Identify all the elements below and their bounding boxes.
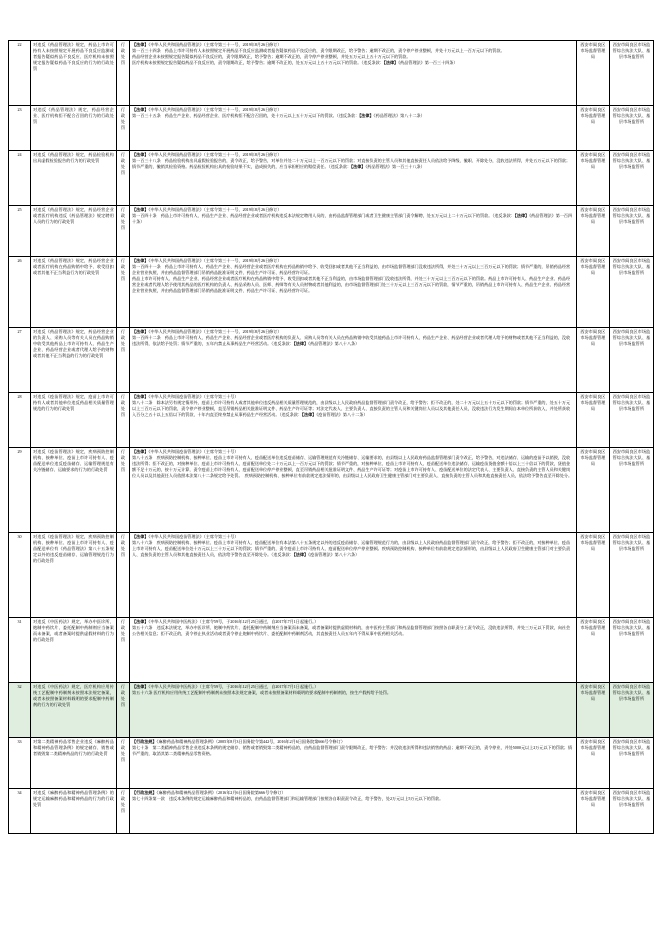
table-row — [9, 41, 654, 106]
row-index-cell: 23 — [9, 106, 31, 151]
implementing-authority-cell: 西安市阎良区市场监督管理局 — [576, 328, 609, 393]
row-index-cell: 29 — [9, 448, 31, 533]
penalty-item-cell: 对违反《中医药法》规定，举办中医诊所、炮制中药饮片、委托配制中药制剂应当备案而未备案，或者备案时提供虚假材料的行为的行政处罚 — [31, 618, 117, 683]
implementing-unit-cell: 西安市阎良区市场监管综合执法大队、基层市场监管所 — [609, 533, 653, 618]
row-index-cell: 22 — [9, 41, 31, 106]
legal-basis-cell: 【法律】《中华人民共和国药品管理法》（主席令第三十一号，2019年8月26日修订） 第一百三十四条 药品上市许可持有人未按照规定开展药品不良反应监测或者报告疑似药品不良反应的，责令限期改正，给予警告；逾期不改正的，责令停产停业整顿，并处十万元以上一百万元以下的罚款。 药品经营企业未按照规定报告疑似药品不良反应的，责令限期改正，给予警告；逾期不改正的，责令停产停业整顿，并处五万元以上五十万元以下的罚款。 医疗机构未按照规定报告疑似药品不良反应的，责令限期改正，给予警告；逾期不改正的，处五万元以上五十万元以下的罚款。（违反条款：【法律】《药品管理法》第一百三十四条） — [130, 41, 577, 106]
penalty-item-cell: 对违反《药品管理法》规定，药品经营企业的负责人、采购人员等有关人员在药品购销中收受其他药品上市许可持有人、药品生产企业、药品经营企业或者代理人给予的财物或者其他不正当利益的行为的行政处罚 — [31, 328, 117, 393]
legal-basis-cell: 【法律】《中华人民共和国疫苗管理法》（主席令第三十号） 第八十五条 疾病预防控制机构、接种单位、疫苗上市许可持有人、疫苗配送单位违反疫苗储存、运输管理规范有关冷链储存、运输要求的，由县级以上人民政府药品监督管理部门责令改正，给予警告，对违法储存、运输的疫苗予以销毁，没收违法所得；拒不改正的，对接种单位、疫苗上市许可持有人、疫苗配送单位处二十万元以上一百万元以下的罚款；情节严重的，对接种单位、疫苗上市许可持有人、疫苗配送单位违法储存、运输疫苗货值金额十倍以上三十倍以下的罚款，货值金额不足十万元的，按十万元计算，责令疫苗上市许可持有人、疫苗配送单位停产停业整顿，直至吊销药品相关批准证明文件、药品生产许可证等；对疫苗上市许可持有人、疫苗配送单位的法定代表人、主要负责人、直接负责的主管人员和关键岗位人员以及其他责任人员依照本法第八十二条规定给予处罚。 疾病预防控制机构、接种单位有前款规定违法情形的，由县级以上人民政府卫生健康主管部门对主要负责人、直接负责的主管人员和其他直接责任人员，依法给予警告直至开除处分。 — [130, 448, 577, 533]
penalty-type-cell: 行 政 处 罚 — [116, 683, 129, 738]
implementing-unit-cell: 西安市阎良区市场监管综合执法大队、基层市场监管所 — [609, 393, 653, 448]
implementing-authority-cell: 西安市阎良区市场监督管理局 — [576, 257, 609, 328]
implementing-authority-cell: 西安市阎良区市场监督管理局 — [576, 738, 609, 789]
implementing-unit-cell: 西安市阎良区市场监管综合执法大队、基层市场监管所 — [609, 738, 653, 789]
penalty-type-cell: 行 政 处 罚 — [116, 151, 129, 206]
row-index-cell: 32 — [9, 683, 31, 738]
implementing-authority-cell: 西安市阎良区市场监督管理局 — [576, 789, 609, 834]
penalty-type-cell: 行 政 处 罚 — [116, 41, 129, 106]
penalty-item-cell: 对违反《疫苗管理法》规定，疾病预防控制机构、接种单位、疫苗上市许可持有人、疫苗配送单位有《药品管理法》第八十五条规定以外的违反疫苗储存、运输管理规范行为的行政处罚 — [31, 533, 117, 618]
legal-basis-cell: 【法律】《中华人民共和国中医药法》（主席令59号，于2016年12月25日通过，自2017年7月1日起施行。） 第五十六条 医疗机构应用传统工艺配制中药制剂未按照本法规定备案，或者未按照备案材料载明的要求配制中药制剂的，按生产假药给予处罚。 — [130, 683, 577, 738]
implementing-unit-cell: 西安市阎良区市场监管综合执法大队、基层市场监管所 — [609, 41, 653, 106]
table-row — [9, 106, 654, 151]
legal-basis-cell: 【法律】《中华人民共和国疫苗管理法》（主席令第三十号） 第八十二条 除本法另有规定情形外，疫苗上市许可持有人或者其他单位违反药品相关质量管理规范的，由县级以上人民政府药品监督管理部门责令改正，给予警告；拒不改正的，处二十万元以上五十万元以下的罚款；情节严重的，处五十万元以上三百万元以下的罚款，责令停产停业整顿，直至吊销药品相关批准证明文件、药品生产许可证等；对法定代表人、主要负责人、直接负责的主管人员和关键岗位人员以及其他责任人员，没收违法行为发生期间自本单位所获收入，并处所获收入百分之五十以上五倍以下的罚款，十年内直至终身禁止从事药品生产经营活动。（违反条款：【法律】《疫苗管理法》第八十二条） — [130, 393, 577, 448]
implementing-unit-cell: 西安市阎良区市场监管综合执法大队、基层市场监管所 — [609, 206, 653, 257]
implementing-authority-cell: 西安市阎良区市场监督管理局 — [576, 448, 609, 533]
implementing-unit-cell: 西安市阎良区市场监管综合执法大队、基层市场监管所 — [609, 683, 653, 738]
row-index-cell: 34 — [9, 789, 31, 834]
penalty-type-cell: 行 政 处 罚 — [116, 257, 129, 328]
implementing-unit-cell: 西安市阎良区市场监管综合执法大队、基层市场监管所 — [609, 151, 653, 206]
penalty-item-cell: 对违反《疫苗管理法》规定，疫苗上市许可持有人或者其他单位违反药品相关质量管理规范的行为的行政处罚 — [31, 393, 117, 448]
table-row — [9, 618, 654, 683]
implementing-authority-cell: 西安市阎良区市场监督管理局 — [576, 683, 609, 738]
penalty-type-cell: 行 政 处 罚 — [116, 393, 129, 448]
table-body — [9, 41, 654, 834]
row-index-cell: 26 — [9, 257, 31, 328]
legal-basis-cell: 【法律】《中华人民共和国疫苗管理法》（主席令第三十号） 第八十六条 疾病预防控制机构、接种单位、疫苗上市许可持有人、疫苗配送单位有本法第八十五条规定以外的违反疫苗储存、运输管理规范行为的，由县级以上人民政府药品监督管理部门责令改正，给予警告；拒不改正的，对接种单位、疫苗上市许可持有人、疫苗配送单位处十万元以上三十万元以下的罚款；情节严重的，责令疫苗上市许可持有人、疫苗配送单位停产停业整顿。疾病预防控制机构、接种单位有前款规定违法情形的，由县级以上人民政府卫生健康主管部门对主要负责人、直接负责的主管人员和其他直接责任人员，依法给予警告直至开除处分。（违反条款：【法律】《疫苗管理法》第八十六条） — [130, 533, 577, 618]
legal-basis-cell: 【法律】《中华人民共和国药品管理法》（主席令第三十一号，2019年8月26日修订） 第一百四十条 药品上市许可持有人、药品生产企业、药品经营企业或者医疗机构违反本法规定聘用人员的，由药品监督管理部门或者卫生健康主管部门责令解聘，处五万元以上二十万元以下的罚款。（违反条款：【法律】《药品管理法》第一百四十条） — [130, 206, 577, 257]
row-index-cell: 25 — [9, 206, 31, 257]
implementing-unit-cell: 西安市阎良区市场监管综合执法大队、基层市场监管所 — [609, 106, 653, 151]
penalty-item-cell: 对第二类精神药品零售企业违反《麻醉药品和精神药品管理条例》的规定储存、销售或者销毁第二类精神药品的行为的行政处罚 — [31, 738, 117, 789]
row-index-cell: 27 — [9, 328, 31, 393]
table-row — [9, 533, 654, 618]
implementing-authority-cell: 西安市阎良区市场监督管理局 — [576, 206, 609, 257]
implementing-authority-cell: 西安市阎良区市场监督管理局 — [576, 106, 609, 151]
penalty-type-cell: 行 政 处 罚 — [116, 533, 129, 618]
implementing-unit-cell: 西安市阎良区市场监管综合执法大队、基层市场监管所 — [609, 789, 653, 834]
table-row — [9, 393, 654, 448]
legal-basis-cell: 【法律】《中华人民共和国药品管理法》（主席令第三十一号，2019年8月26日修订） 第一百四十二条 药品上市许可持有人、药品生产企业、药品经营企业或者医疗机构的负责人、采购人员等有关人员在药品购销中收受其他药品上市许可持有人、药品生产企业、药品经营企业或者代理人给予的财物或者其他不正当利益的，没收违法所得，依法给予处罚；情节严重的，五年内禁止从事药品生产经营活动。（违反条款：【法律】《药品管理法》第八十八条） — [130, 328, 577, 393]
penalty-type-cell: 行 政 处 罚 — [116, 789, 129, 834]
administrative-penalty-table — [8, 40, 654, 834]
row-index-cell: 33 — [9, 738, 31, 789]
table-row — [9, 151, 654, 206]
row-index-cell: 31 — [9, 618, 31, 683]
table-row — [9, 206, 654, 257]
legal-basis-cell: 【法律】《中华人民共和国药品管理法》（主席令第三十一号，2019年8月26日修订） 第一百三十五条 药品生产企业、药品经营企业、医疗机构拒不配合召回的，处十万元以上五十万元以下的罚款。（违反条款：【法律】《药品管理法》第八十二条） — [130, 106, 577, 151]
row-index-cell: 24 — [9, 151, 31, 206]
implementing-unit-cell: 西安市阎良区市场监管综合执法大队、基层市场监管所 — [609, 328, 653, 393]
table-row — [9, 789, 654, 834]
penalty-type-cell: 行 政 处 罚 — [116, 206, 129, 257]
table-row — [9, 738, 654, 789]
implementing-unit-cell: 西安市阎良区市场监管综合执法大队、基层市场监管所 — [609, 618, 653, 683]
implementing-unit-cell: 西安市阎良区市场监管综合执法大队、基层市场监管所 — [609, 257, 653, 328]
implementing-unit-cell: 西安市阎良区市场监管综合执法大队、基层市场监管所 — [609, 448, 653, 533]
penalty-type-cell: 行 政 处 罚 — [116, 738, 129, 789]
penalty-type-cell: 行 政 处 罚 — [116, 448, 129, 533]
legal-basis-cell: 【行政法规】《麻醉药品和精神药品管理条例》（2005年8月3日国务院令第442号，2016年2月6日国务院第666号令修订） 第七十条 第二类精神药品零售企业违反本条例的规定储存、销售或者销毁第二类精神药品的，由药品监督管理部门责令限期改正，给予警告；并没收违法所得和违法销售的药品；逾期不改正的，责令停业，并处5000元以上2万元以下的罚款；情节严重的，取消其第二类精神药品零售资格。 — [130, 738, 577, 789]
penalty-item-cell: 对违反《麻醉药品和精神药品管理条例》的规定运输麻醉药品和精神药品的行为的行政处罚 — [31, 789, 117, 834]
implementing-authority-cell: 西安市阎良区市场监督管理局 — [576, 151, 609, 206]
penalty-item-cell: 对违反《药品管理法》规定，药品上市许可持有人未按照规定开展药品不良反应监测或者报告疑似药品不良反应、医疗机构未按照规定报告疑似药品不良反应的行为的行政处罚 — [31, 41, 117, 106]
penalty-item-cell: 对违反《药品管理法》规定，药品检验机构出具虚假检验报告的行为的行政处罚 — [31, 151, 117, 206]
implementing-authority-cell: 西安市阎良区市场监督管理局 — [576, 393, 609, 448]
row-index-cell: 28 — [9, 393, 31, 448]
legal-basis-cell: 【法律】《中华人民共和国药品管理法》（主席令第三十一号，2019年8月26日修订） 第一百三十八条 药品检验机构出具虚假检验报告的，责令改正，给予警告，对单位并处二十万元以上一百万元以下的罚款；对直接负责的主管人员和其他直接责任人员依法给予降级、撤职、开除处分，没收违法所得，并处五万元以下的罚款；情节严重的，撤销其检验资格。药品检验机构出具的检验结果不实，造成损失的，应当承担相应的赔偿责任。（违反条款：【法律】《药品管理法》第一百三十八条） — [130, 151, 577, 206]
penalty-type-cell: 行 政 处 罚 — [116, 618, 129, 683]
penalty-item-cell: 对违反《中医药法》规定，医疗机构应用传统工艺配制中药制剂未按照本法规定备案，或者未按照备案材料载明的要求配制中药制剂的行为的行政处罚 — [31, 683, 117, 738]
penalty-type-cell: 行 政 处 罚 — [116, 106, 129, 151]
legal-basis-cell: 【行政法规】《麻醉药品和精神药品管理条例》（2016年2月6日国务院第666号令修订） 第七十四条第一款 违反本条例的规定运输麻醉药品和精神药品的，由药品监督管理部门和运输管理部门按照各自职责责令改正，给予警告，处2万元以上5万元以下的罚款。 — [130, 789, 577, 834]
row-index-cell: 30 — [9, 533, 31, 618]
implementing-authority-cell: 西安市阎良区市场监督管理局 — [576, 41, 609, 106]
legal-basis-cell: 【法律】《中华人民共和国中医药法》（主席令59号，于2016年12月25日通过，自2017年7月1日起施行。） 第五十六条 违反本法规定，举办中医诊所、炮制中药饮片、委托配制中药制剂应当备案而未备案，或者备案时提供虚假材料的，由中医药主管部门和药品监督管理部门按照各自职责分工责令改正，没收违法所得，并处三万元以下罚款，向社会公告相关信息；拒不改正的，责令停止执业活动或者责令停止炮制中药饮片、委托配制中药制剂活动，其直接责任人员五年内不得从事中医药相关活动。 — [130, 618, 577, 683]
implementing-authority-cell: 西安市阎良区市场监督管理局 — [576, 533, 609, 618]
penalty-item-cell: 对违反《疫苗管理法》规定，疾病预防控制机构、接种单位、疫苗上市许可持有人、疫苗配送单位违反疫苗储存、运输管理规范有关冷链储存、运输要求的行为的行政处罚 — [31, 448, 117, 533]
table-row — [9, 683, 654, 738]
table-row — [9, 328, 654, 393]
table-row — [9, 448, 654, 533]
penalty-type-cell: 行 政 处 罚 — [116, 328, 129, 393]
penalty-item-cell: 对违反《药品管理法》规定，药品经营企业或者医疗机构违反《药品管理法》规定聘用人员的行为的行政处罚 — [31, 206, 117, 257]
penalty-item-cell: 对违反《药品管理法》规定，药品经营企业或者医疗机构在药品购销中给予、收受回扣或者其他不正当利益行为的行政处罚 — [31, 257, 117, 328]
penalty-item-cell: 对违反《药品管理法》规定，药品经营企业、医疗机构拒不配合召回的行为的行政处罚 — [31, 106, 117, 151]
legal-basis-cell: 【法律】《中华人民共和国药品管理法》（主席令第三十一号，2019年8月26日修订） 第一百四十一条 药品上市许可持有人、药品生产企业、药品经营企业或者医疗机构在药品购销中给予、收受回扣或者其他不正当利益的，由市场监督管理部门没收违法所得，并处三十万元以上三百万元以下的罚款；情节严重的，吊销药品经营企业营业执照，并由药品监督管理部门吊销药品批准证明文件、药品生产许可证、药品经营许可证。 药品上市许可持有人、药品生产企业、药品经营企业或者医疗机构在药品购销中给予、收受回扣或者其他不正当利益的，由市场监督管理部门没收违法所得，并处三十万元以上三百万元以下的罚款。药品上市许可持有人、药品生产企业、药品经营企业或者代理人给予使用其药品的医疗机构的负责人、药品采购人员、医师、药师等有关人员财物或者其他利益的，由市场监督管理部门处三十万元以上三百万元以下的罚款，情节严重的，吊销药品上市许可持有人、药品生产企业、药品经营企业营业执照，并由药品监督管理部门吊销药品批准证明文件、药品生产许可证、药品经营许可证。 — [130, 257, 577, 328]
implementing-authority-cell: 西安市阎良区市场监督管理局 — [576, 618, 609, 683]
table-row — [9, 257, 654, 328]
